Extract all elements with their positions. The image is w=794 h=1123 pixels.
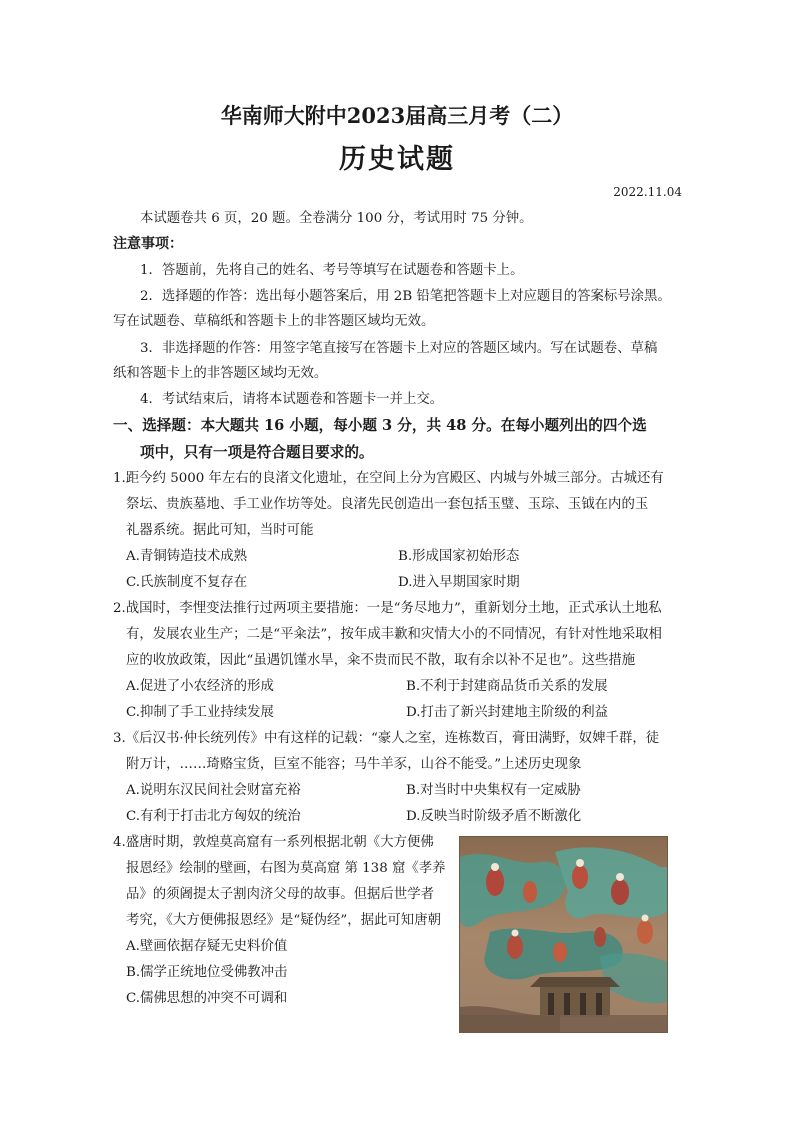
question-3-text: 3.《后汉书·仲长统列传》中有这样的记载：“豪人之室，连栋数百，膏田满野，奴婢千群，徒 xyxy=(113,731,660,746)
notes-heading: 注意事项： xyxy=(113,236,183,252)
question-3-option-a: A.说明东汉民间社会财富充裕 xyxy=(126,783,301,798)
question-4-text: 报恩经》绘制的壁画，右图为莫高窟 第 138 窟《孝养 xyxy=(126,861,446,876)
page-subtitle: 历史试题 xyxy=(339,144,455,175)
question-2-option-c: C.抑制了手工业持续发展 xyxy=(126,705,274,720)
note-item: 2．选择题的作答：选出每小题答案后，用 2B 铅笔把答题卡上对应题目的答案标号涂黑。 xyxy=(140,289,671,304)
question-4-option-b: B.儒学正统地位受佛教冲击 xyxy=(126,965,288,980)
note-item: 纸和答题卡上的非答题区域均无效。 xyxy=(113,366,328,381)
question-1-text: 礼器系统。据此可知，当时可能 xyxy=(126,523,314,538)
question-3-text: 附万计，……琦赂宝货，巨室不能容；马牛羊豕，山谷不能受。”上述历史现象 xyxy=(126,757,582,772)
question-3-option-b: B.对当时中央集权有一定威胁 xyxy=(406,783,581,798)
question-1-option-b: B.形成国家初始形态 xyxy=(398,549,520,564)
question-4-text: 4.盛唐时期，敦煌莫高窟有一系列根据北朝《大方便佛 xyxy=(113,835,434,850)
question-2-option-d: D.打击了新兴封建地主阶级的利益 xyxy=(406,705,608,720)
question-2-option-b: B.不利于封建商品货币关系的发展 xyxy=(406,679,608,694)
note-item: 4．考试结束后，请将本试题卷和答题卡一并上交。 xyxy=(140,392,444,407)
question-4-text: 品》的须阇提太子割肉济父母的故事。但据后世学者 xyxy=(126,887,434,902)
note-item: 3．非选择题的作答：用签字笔直接写在答题卡上对应的答题区域内。写在试题卷、草稿 xyxy=(140,341,658,356)
question-1-option-c: C.氏族制度不复存在 xyxy=(126,575,248,590)
question-1-text: 祭坛、贵族墓地、手工业作坊等处。良渚先民创造出一套包括玉璧、玉琮、玉钺在内的玉 xyxy=(126,497,649,512)
note-item: 1．答题前，先将自己的姓名、考号等填写在试题卷和答题卡上。 xyxy=(140,263,524,278)
question-3-option-c: C.有利于打击北方匈奴的统治 xyxy=(126,809,301,824)
question-1-option-a: A.青铜铸造技术成熟 xyxy=(126,549,248,564)
question-2-option-a: A.促进了小农经济的形成 xyxy=(126,679,274,694)
question-4-text: 考究，《大方便佛报恩经》是“疑伪经”，据此可知唐朝 xyxy=(126,913,441,928)
section-heading: 一、选择题：本大题共 16 小题，每小题 3 分，共 48 分。在每小题列出的四个选 xyxy=(113,417,647,434)
question-4-option-c: C.儒佛思想的冲突不可调和 xyxy=(126,991,288,1006)
question-2-text: 有，发展农业生产；二是“平籴法”，按年成丰歉和灾情大小的不同情况，有针对性地采取相 xyxy=(126,627,662,642)
question-2-text: 应的收放政策，因此“虽遇饥馑水旱，籴不贵而民不散，取有余以补不足也”。这些措施 xyxy=(126,653,636,668)
question-3-option-d: D.反映当时阶级矛盾不断激化 xyxy=(406,809,582,824)
question-2-text: 2.战国时，李悝变法推行过两项主要措施：一是“务尽地力”，重新划分土地，正式承认土地私 xyxy=(113,601,662,616)
exam-date: 2022.11.04 xyxy=(613,185,682,199)
question-4-option-a: A.壁画依据存疑无史料价值 xyxy=(126,939,288,954)
question-1-option-d: D.进入早期国家时期 xyxy=(398,575,520,590)
intro-text: 本试题卷共 6 页，20 题。全卷满分 100 分，考试用时 75 分钟。 xyxy=(140,211,533,226)
page-title: 华南师大附中2023届高三月考（二） xyxy=(220,103,574,128)
section-heading: 项中，只有一项是符合题目要求的。 xyxy=(140,444,374,461)
question-1-text: 1.距今约 5000 年左右的良渚文化遗址，在空间上分为宫殿区、内城与外城三部分。古城还有 xyxy=(113,471,664,486)
note-item: 写在试题卷、草稿纸和答题卡上的非答题区域均无效。 xyxy=(113,314,435,329)
mogao-mural-image xyxy=(459,836,668,1033)
